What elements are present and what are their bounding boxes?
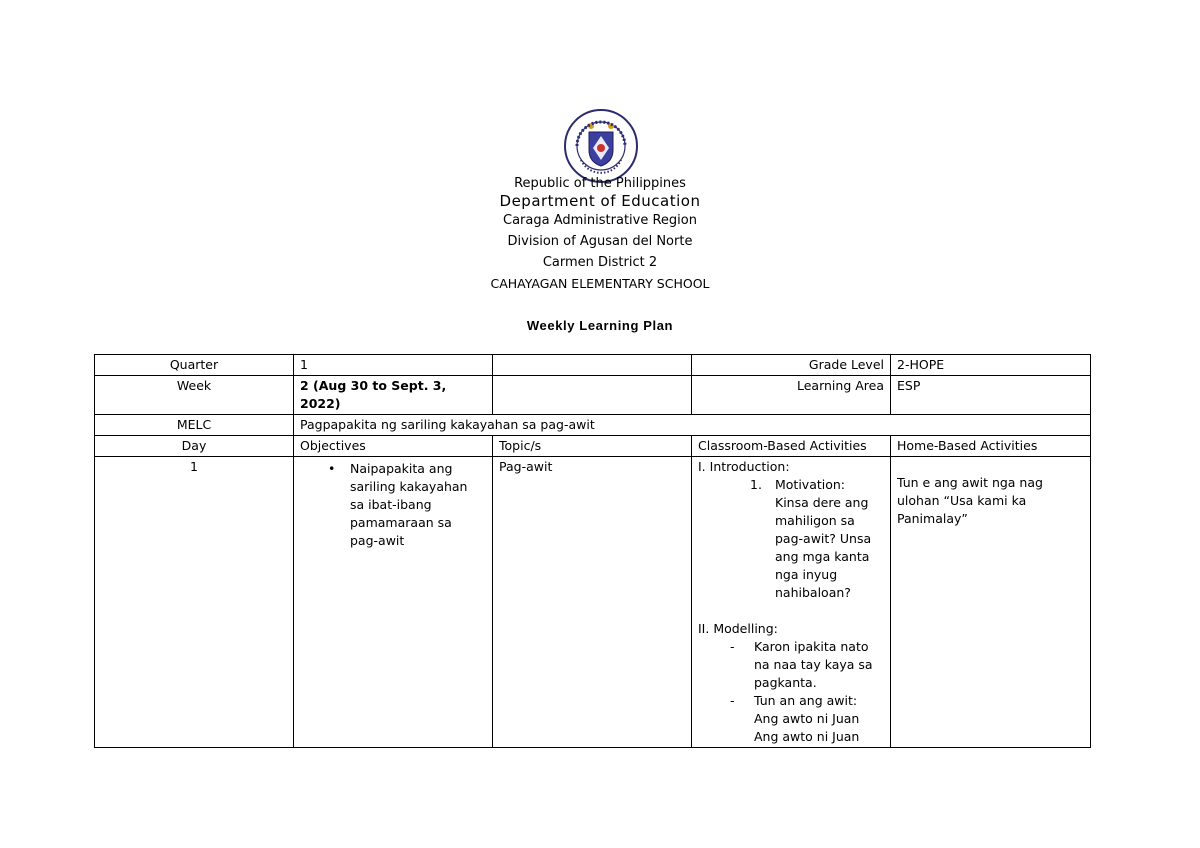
melc-value: Pagpapakita ng sariling kakayahan sa pag-awit (294, 415, 1091, 436)
table-row-quarter (95, 355, 1091, 376)
dash-bullet: - (730, 693, 735, 708)
grade-level-label: Grade Level (692, 355, 891, 376)
home-activities-cell (891, 457, 1091, 748)
table-row-week (95, 376, 1091, 415)
song-line-2: Ang awto ni Juan (754, 729, 860, 744)
table-row-day-1 (95, 457, 1091, 748)
week-label: Week (95, 376, 294, 415)
objectives-cell (294, 457, 493, 748)
empty-cell (493, 376, 692, 415)
modelling-heading: II. Modelling: (698, 621, 778, 636)
col-header-home: Home-Based Activities (891, 436, 1091, 457)
grade-level-value: 2-HOPE (891, 355, 1091, 376)
motivation-title: Motivation: (775, 477, 846, 492)
weekly-learning-plan-table (94, 354, 1091, 748)
table-row-melc (95, 415, 1091, 436)
motivation-text: Kinsa dere ang mahiligon sa pag-awit? Unsa ang mga kanta nga inyug nahibaloan? (775, 495, 872, 600)
dash-bullet: - (730, 639, 735, 654)
col-header-classroom: Classroom-Based Activities (692, 436, 891, 457)
col-header-objectives: Objectives (294, 436, 493, 457)
bullet-icon: • (328, 461, 336, 476)
day-value: 1 (95, 457, 294, 748)
col-header-topics: Topic/s (493, 436, 692, 457)
district-line: Carmen District 2 (542, 255, 658, 270)
division-line: Division of Agusan del Norte (507, 234, 693, 249)
region-line: Caraga Administrative Region (503, 213, 697, 228)
objective-text: Naipapakita ang sariling kakayahan sa ibat-ibang pamamaraan sa pag-awit (350, 461, 468, 548)
song-line-1: Ang awto ni Juan (754, 711, 860, 726)
week-value: 2 (Aug 30 to Sept. 3, 2022) (294, 376, 493, 415)
modelling-item-2-title: Tun an ang awit: (754, 693, 858, 708)
classroom-activities-cell (692, 457, 891, 748)
deped-seal-logo (563, 108, 639, 184)
school-line: CAHAYAGAN ELEMENTARY SCHOOL (490, 276, 710, 291)
republic-line: Republic of the Philippines (514, 176, 686, 191)
department-line: Department of Education (499, 192, 701, 210)
learning-area-value: ESP (891, 376, 1091, 415)
motivation-number: 1. (750, 477, 762, 492)
home-activity-text: Tun e ang awit nga nag ulohan “Usa kami ka Panimalay” (897, 475, 1043, 526)
quarter-value: 1 (294, 355, 493, 376)
document-title: Weekly Learning Plan (526, 318, 674, 333)
intro-heading: I. Introduction: (698, 459, 790, 474)
topic-value: Pag-awit (493, 457, 692, 748)
empty-cell (493, 355, 692, 376)
table-row-column-headers (95, 436, 1091, 457)
modelling-item-1: Karon ipakita nato na naa tay kaya sa pagkanta. (754, 639, 873, 690)
quarter-label: Quarter (95, 355, 294, 376)
learning-area-label: Learning Area (692, 376, 891, 415)
melc-label: MELC (95, 415, 294, 436)
col-header-day: Day (95, 436, 294, 457)
